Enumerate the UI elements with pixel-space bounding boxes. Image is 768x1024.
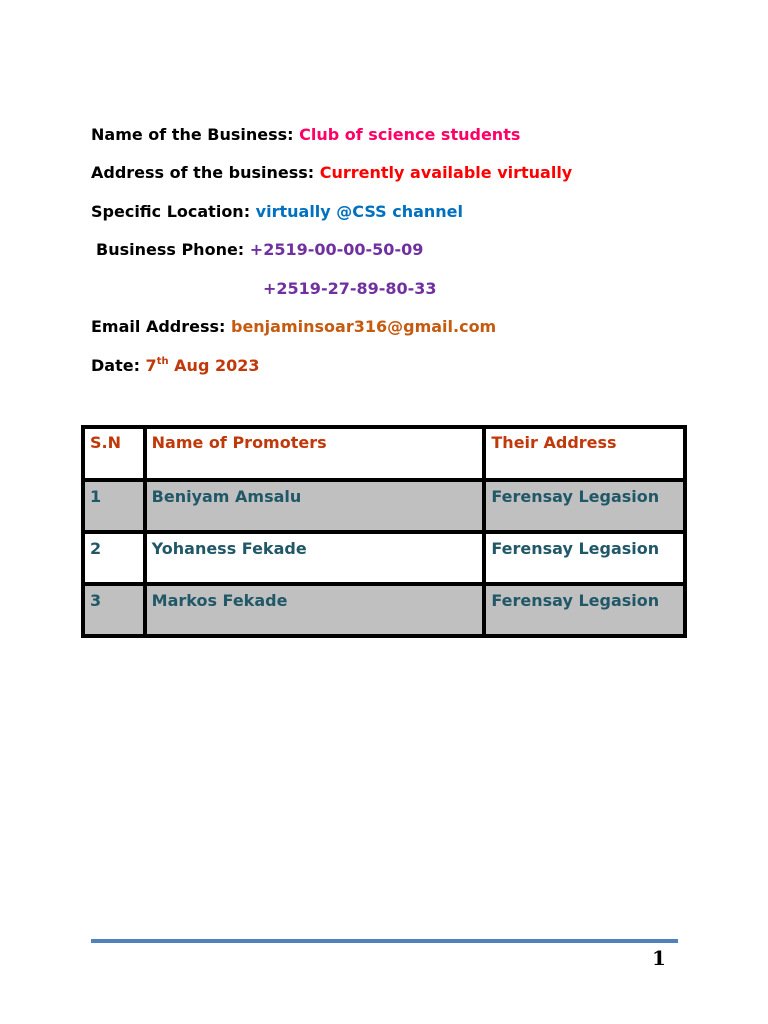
phone-line <box>96 240 423 260</box>
email-line <box>91 317 496 337</box>
table-header-row <box>83 427 685 480</box>
email-value: benjaminsoar316@gmail.com <box>230 317 497 336</box>
promoters-table <box>81 425 687 638</box>
business-name-label: Name of the Business: <box>91 125 300 144</box>
row-address: Ferensay Legasion <box>484 480 685 532</box>
row-name: Beniyam Amsalu <box>145 480 485 532</box>
address-value: Currently available virtually <box>319 163 573 182</box>
footer-rule <box>91 939 678 943</box>
row-name: Yohaness Fekade <box>145 532 485 584</box>
business-name-line <box>91 125 520 145</box>
phone-value-1: +2519-00-00-50-09 <box>249 240 424 259</box>
table-row <box>83 532 685 584</box>
row-name: Markos Fekade <box>145 584 485 636</box>
header-name: Name of Promoters <box>145 427 485 480</box>
date-rest: Aug 2023 <box>168 356 260 375</box>
table-row <box>83 480 685 532</box>
row-sn: 2 <box>83 532 145 584</box>
table-row <box>83 584 685 636</box>
date-suffix: th <box>156 356 169 367</box>
date-day: 7 <box>145 356 157 375</box>
address-line <box>91 163 572 183</box>
date-line <box>91 356 260 376</box>
phone-value-2: +2519-27-89-80-33 <box>263 279 437 298</box>
header-address: Their Address <box>484 427 685 480</box>
location-value: virtually @CSS channel <box>255 202 464 221</box>
date-label: Date: <box>91 356 146 375</box>
page-number: 1 <box>652 946 666 970</box>
row-address: Ferensay Legasion <box>484 532 685 584</box>
business-name-value: Club of science students <box>299 125 521 144</box>
header-sn: S.N <box>83 427 145 480</box>
phone-label: Business Phone: <box>96 240 250 259</box>
email-label: Email Address: <box>91 317 231 336</box>
phone-line-2 <box>263 279 437 299</box>
row-address: Ferensay Legasion <box>484 584 685 636</box>
row-sn: 3 <box>83 584 145 636</box>
location-line <box>91 202 463 222</box>
row-sn: 1 <box>83 480 145 532</box>
address-label: Address of the business: <box>91 163 320 182</box>
location-label: Specific Location: <box>91 202 256 221</box>
date-value <box>146 356 260 375</box>
